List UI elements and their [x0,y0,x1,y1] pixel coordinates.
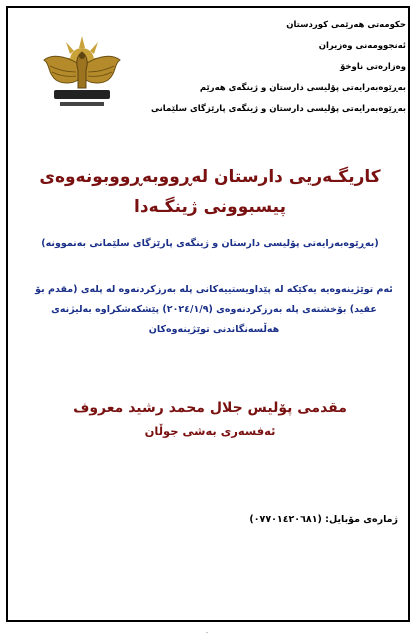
header-line-government: حكومەتی هەرێمی کوردستان [286,20,406,30]
title-line-1: کاریگـەریی دارستان لەڕووبەڕووبونەوەی [39,167,381,187]
kurdistan-emblem-icon [36,30,128,114]
header-line-directorate-region: بەڕێوەبەرایەتی پۆلیسی دارستان و ژینگەی هەرێم [199,83,406,93]
research-title [20,164,400,220]
government-header [151,20,406,125]
author-block [20,398,400,440]
title-line-2: پیسبوونی ژینگـەدا [134,197,286,217]
author-name: مقدمی پۆلیس جلال محمد رشید معروف [73,400,347,416]
footer-mark: . [206,628,208,635]
author-role: ئەفسەری بەشی جوڵان [144,424,276,438]
intro-paragraph: ئەم توێژینەوەیە یەکێکە لە پێداویستییەکانی پلە بەرزکردنەوە لە پلەی (مقدم بۆ عقيد) بۆخشتەی پلە بەرزکردنەوەی (٢٠٢٤/١/٩) پێشکەشکراوە بەلیژنەی هەڵسەنگاندنی توێژینەوەکان [35,284,393,335]
header-line-council: ئەنجوومەنی وەزیران [318,41,406,51]
header-line-directorate-sulaymaniyah: بەڕێوەبەرایەتی پۆلیسی دارستان و ژینگەی پارێزگای سلێمانی [151,104,406,114]
header-line-ministry: وەزارەتی ناوخۆ [340,62,406,72]
mobile-number: ژمارەی مۆبایل: (٠٧٧٠١٤٢٠٦٨١) [249,514,398,525]
research-subtitle: (بەڕێوەبەرایەتی پۆلیسی دارستان و ژینگەی پارێزگای سلێمانی بەنموونە) [41,238,379,249]
